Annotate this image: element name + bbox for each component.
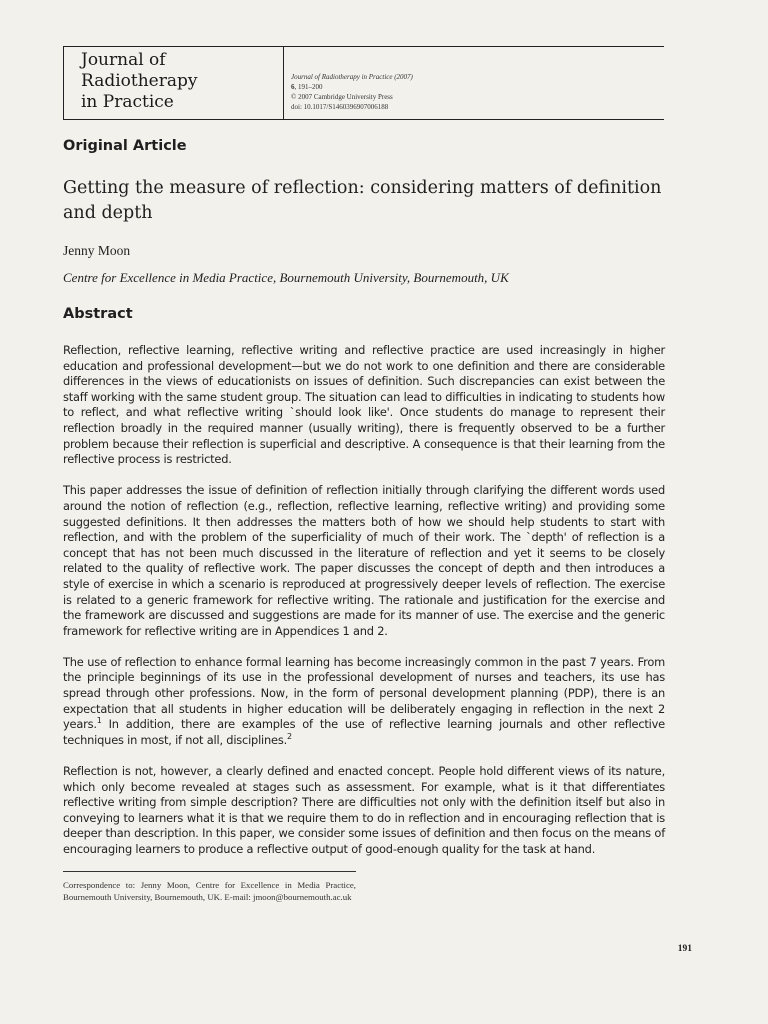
citation-pages: , 191–200 [294, 83, 323, 91]
citation-block [291, 72, 413, 112]
citation-journal-year: Journal of Radiotherapy in Practice (2007) [291, 73, 413, 81]
body-paragraph: Reflection is not, however, a clearly defined and enacted concept. People hold different views of its nature, which only become revealed at stages such as assessment. For example, what is it that differentiates reflective writing from simple description? There are difficulties not only with the definition itself but also in conveying to learners what it is that we require them to do in reflection and in encouraging reflection that is deeper than description. In this paper, we consider some issues of definition and then focus on the means of encouraging learners to produce a reflective output of good-enough quality for the task at hand. [63, 764, 665, 856]
body-paragraph [63, 655, 665, 749]
article-title: Getting the measure of reflection: considering matters of definition and depth [63, 178, 662, 223]
journal-name-line: in Practice [81, 92, 174, 112]
abstract-paragraph: This paper addresses the issue of definition of reflection initially through clarifying the different words used around the notion of reflection (e.g., reflection, reflective learning, reflective writing) and providing some suggested definitions. It then addresses the matters both of how we should help students to start with reflection, and with the problem of the superficiality of much of their work. The `depth' of reflection is a concept that has not been much discussed in the literature of reflection and yet it seems to be closely related to the quality of reflective work. The paper discusses the concept of depth and then introduces a style of exercise in which a scenario is reproduced at progressively deeper levels of reflection. The exercise is related to a generic framework for reflective writing. The rationale and justification for the exercise and the framework are discussed and suggestions are made for its manner of use. The exercise and the generic framework for reflective writing are in Appendices 1 and 2. [63, 483, 665, 638]
citation-copyright: © 2007 Cambridge University Press [291, 93, 393, 101]
author-name: Jenny Moon [63, 243, 131, 258]
correspondence-footnote: Correspondence to: Jenny Moon, Centre for Excellence in Media Practice, Bournemouth University, Bournemouth, UK. E-mail: jmoon@bournemouth.ac.uk [63, 880, 356, 902]
paragraph-text: The use of reflection to enhance formal learning has become increasingly common in the past 7 years. From the principle beginnings of its use in the professional development of nurses and teachers, its use has spread through other professions. Now, in the form of personal development planning (PDP), there is an expectation that all students in higher education will be deliberately engaging in reflection in the next 2 years. [63, 654, 665, 732]
page-number: 191 [677, 944, 692, 954]
paragraph-text: In addition, there are examples of the use of reflective learning journals and other reflective techniques in most, if not all, disciplines. [63, 717, 665, 747]
footnote-ref: 1 [96, 716, 102, 726]
abstract-paragraph: Reflection, reflective learning, reflective writing and reflective practice are used increasingly in higher education and professional development—but we do not work to one definition and there are considerable differences in the views of educationists on issues of definition. Such discrepancies can exist between the staff working with the same student group. The situation can lead to difficulties in indicating to students how to reflect, and what reflective writing `should look like'. Once students do manage to represent their reflection broadly in the required manner (usually writing), there is frequently observed to be a further problem because their reflection is superficial and descriptive. A consequence is that their learning from the reflective process is restricted. [63, 343, 665, 467]
abstract-heading: Abstract [63, 306, 133, 322]
footnote-ref: 2 [287, 732, 292, 742]
section-label: Original Article [63, 138, 187, 154]
footnote-divider [63, 871, 356, 872]
citation-volume: 6 [291, 83, 295, 91]
journal-header [63, 46, 664, 120]
journal-logo [63, 47, 284, 119]
journal-name-line: Journal of [81, 50, 166, 70]
abstract-body [63, 343, 665, 873]
journal-name-line: Radiotherapy [81, 71, 198, 91]
citation-volume-pages [291, 82, 413, 92]
author-affiliation: Centre for Excellence in Media Practice, Bournemouth University, Bournemouth, UK [63, 270, 509, 285]
journal-name [81, 50, 197, 113]
citation-doi: doi: 10.1017/S1460396907006188 [291, 103, 389, 111]
